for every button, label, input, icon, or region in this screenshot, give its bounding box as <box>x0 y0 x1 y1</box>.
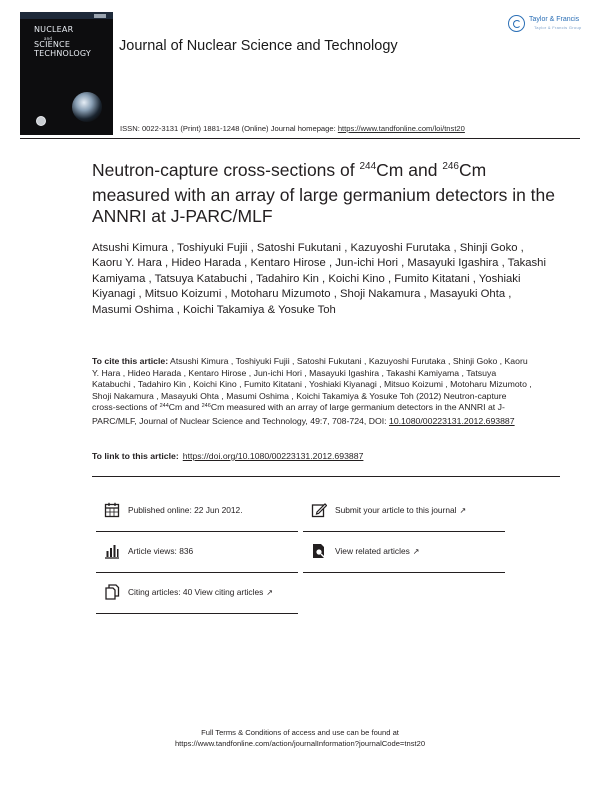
calendar-icon <box>104 502 120 518</box>
submit-article-link[interactable]: Submit your article to this journal <box>335 505 457 515</box>
journal-homepage-link[interactable]: https://www.tandfonline.com/loi/tnst20 <box>337 124 465 133</box>
article-views-card <box>96 535 298 573</box>
citation-text: Cm and <box>168 402 202 413</box>
journal-title: Journal of Nuclear Science and Technology <box>119 38 398 54</box>
title-part: Cm measured with an array of large germanium detectors in the ANNRI at J-PARC/MLF <box>92 160 556 226</box>
title-part: Neutron-capture cross-sections of <box>92 160 360 180</box>
journal-cover-image <box>20 12 113 135</box>
issn-text: ISSN: 0022-3131 (Print) 1881-1248 (Online) Journal homepage: <box>120 124 338 133</box>
title-part: Cm and <box>376 160 443 180</box>
bar-chart-icon <box>104 543 120 559</box>
link-to-article <box>92 451 363 461</box>
title-superscript: 244 <box>359 161 377 172</box>
citation-label: To cite this article: <box>92 356 169 366</box>
publisher-group: Taylor & Francis Group <box>534 25 582 30</box>
author-list: Atsushi Kimura , Toshiyuki Fujii , Satoshi Fukutani , Kazuyoshi Furutaka , Shinji Goko , Kaoru Y. Hara , Hideo Harada , Kentaro Hirose , Jun-ichi Hori , Masayuki Igashira , Takashi Kamiyama , Tatsuya Katabuchi , Tadahiro Kin , Koichi Kino , Fumito Kitatani , Yoshiaki Kiyanagi , Mitsuo Koizumi , Motoharu Mizumoto , Shoji Nakamura , Masayuki Ohta , Masumi Oshima , Koichi Takamiya & Yosuke Toh <box>92 242 546 316</box>
article-title <box>92 160 562 228</box>
taylor-francis-logo-icon <box>508 15 525 32</box>
taylor-francis-logo <box>508 14 592 36</box>
divider <box>20 138 580 139</box>
citing-articles-link[interactable]: Citing articles: 40 View citing articles <box>128 587 264 597</box>
submit-article-card[interactable] <box>303 494 505 532</box>
edit-icon <box>311 502 327 518</box>
cover-title-connector: and <box>44 36 53 41</box>
external-link-icon: ↗ <box>412 547 420 556</box>
citation-superscript: 246 <box>201 403 211 410</box>
footer-terms-text: Full Terms & Conditions of access and use can be found at <box>201 728 399 737</box>
divider <box>92 476 560 477</box>
title-superscript: 246 <box>442 161 459 172</box>
citation-superscript: 244 <box>159 403 169 410</box>
published-date: Published online: 22 Jun 2012. <box>128 505 243 515</box>
external-link-icon: ↗ <box>266 588 273 597</box>
citation-block <box>92 356 532 428</box>
issn-line <box>120 124 465 133</box>
article-views-count: Article views: 836 <box>128 546 194 556</box>
doi-link[interactable]: 10.1080/00223131.2012.693887 <box>388 415 515 426</box>
cover-title-line: TECHNOLOGY <box>34 49 91 58</box>
external-link-icon: ↗ <box>459 506 467 515</box>
published-online-card <box>96 494 298 532</box>
footer-terms-link[interactable]: https://www.tandfonline.com/action/journalInformation?journalCode=tnst20 <box>174 739 426 749</box>
doi-url-link[interactable]: https://doi.org/10.1080/00223131.2012.693887 <box>182 451 364 461</box>
citation-text: Atsushi Kimura , Toshiyuki Fujii , Satoshi Fukutani , Kazuyoshi Furutaka , Shinji Goko , Kaoru Y. Hara , Hideo Harada , Kentaro Hirose , Jun-ichi Hori , Masayuki Igashira , Takashi Kamiyama , Tatsuya Katabuchi , Tadahiro Kin , Koichi Kino , Fumito Kitatani , Yoshiaki Kiyanagi , Mitsuo Koizumi , Motoharu Mizumoto , Shoji Nakamura , Masayuki Ohta , Masumi Oshima , Koichi Takamiya & Yosuke Toh (2012) Neutron-capture cross-sections of <box>92 356 532 413</box>
citing-articles-card[interactable] <box>96 576 298 614</box>
related-articles-card[interactable] <box>303 535 505 573</box>
cover-title-line: SCIENCE <box>34 40 71 49</box>
cover-title-line: NUCLEAR <box>34 25 74 34</box>
page-footer <box>0 727 600 750</box>
copy-documents-icon <box>104 584 120 600</box>
citation-text: Cm measured with an array of large germanium detectors in the ANNRI at J-PARC/MLF, Journal of Nuclear Science and Technology, 49:7, 708-724, DOI: <box>92 402 505 426</box>
search-document-icon <box>311 543 327 559</box>
link-label: To link to this article: <box>92 451 179 461</box>
view-related-articles-link[interactable]: View related articles <box>335 546 410 556</box>
publisher-name: Taylor & Francis <box>529 16 580 23</box>
